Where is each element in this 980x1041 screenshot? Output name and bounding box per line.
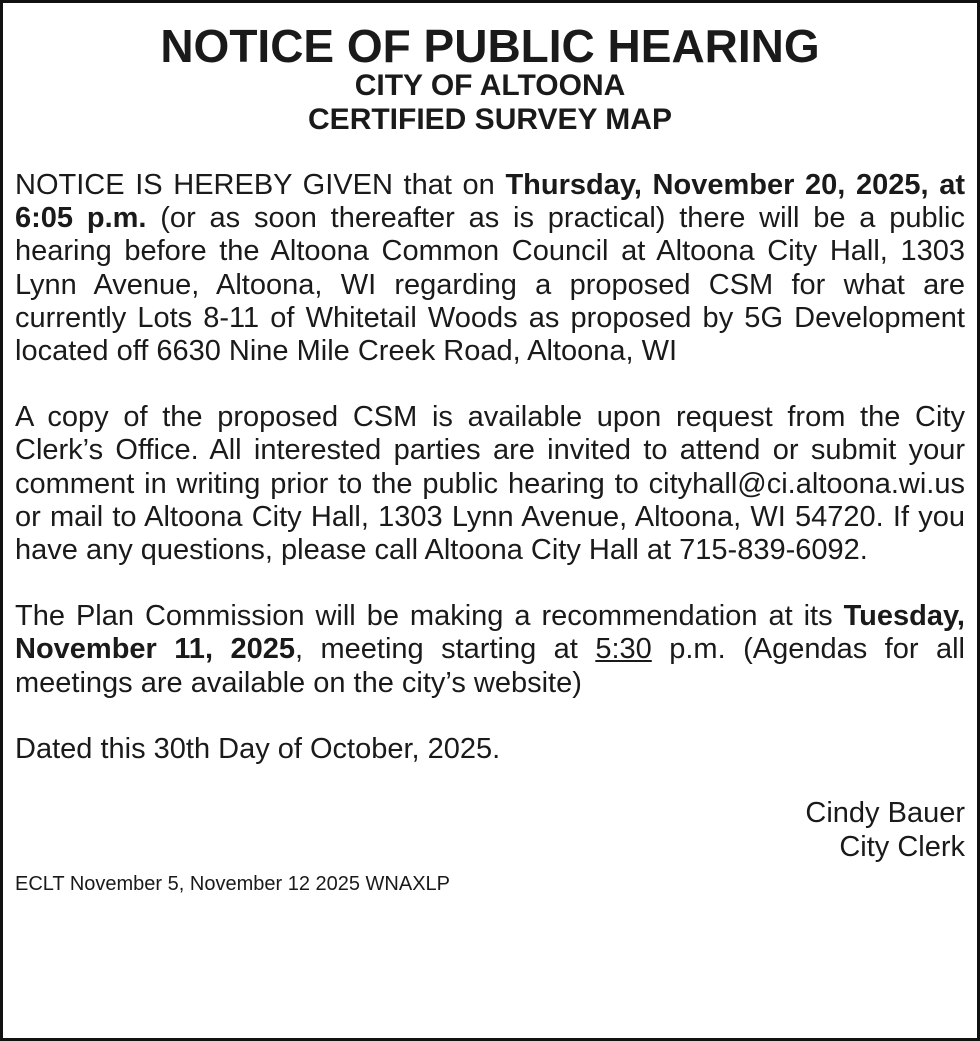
plan-commission-lead-text: The Plan Commission will be making a recommendation at its: [15, 600, 844, 633]
notice-subtitle-city: CITY OF ALTOONA: [354, 69, 626, 102]
dated-line: Dated this 30th Day of October, 2025.: [15, 732, 501, 765]
plan-commission-middle-text: , meeting starting at: [294, 633, 596, 666]
publication-footer: ECLT November 5, November 12 2025 WNAXLP: [15, 873, 451, 896]
hearing-date-time: Thursday, November 20, 2025, at 6:05 p.m.: [15, 169, 965, 235]
hearing-rest-text: (or as soon thereafter as is practical) there will be a public hearing before the Altoona Common Council at Altoona City Hall, 1303 Lynn Avenue, Altoona, WI regarding a proposed CSM for what are currently Lots 8-11 of Whitetail Woods as proposed by 5G Development located off 6630 Nine Mile Creek Road, Altoona, WI: [15, 202, 965, 368]
hearing-lead-text: NOTICE IS HEREBY GIVEN that on: [15, 169, 506, 201]
hearing-details-paragraph: [15, 169, 965, 368]
plan-commission-date: Tuesday, November 11, 2025: [15, 600, 965, 666]
signature-block: [15, 796, 965, 864]
csm-copy-paragraph: A copy of the proposed CSM is available upon request from the City Clerk’s Office. All interested parties are invited to attend or submit your comment in writing prior to the public hearing to cityhall@ci.altoona.wi.us or mail to Altoona City Hall, 1303 Lynn Avenue, Altoona, WI 54720. If you have any questions, please call Altoona City Hall at 715-839-6092.: [15, 401, 965, 567]
meeting-start-time: 5:30: [595, 633, 652, 666]
notice-subtitle-topic: CERTIFIED SURVEY MAP: [308, 103, 672, 136]
signer-title: City Clerk: [839, 831, 965, 864]
notice-title: NOTICE OF PUBLIC HEARING: [160, 20, 820, 72]
plan-commission-rest-text: p.m. (Agendas for all meetings are available on the city’s website): [15, 633, 965, 699]
signer-name: Cindy Bauer: [805, 797, 965, 830]
plan-commission-paragraph: [15, 600, 965, 700]
